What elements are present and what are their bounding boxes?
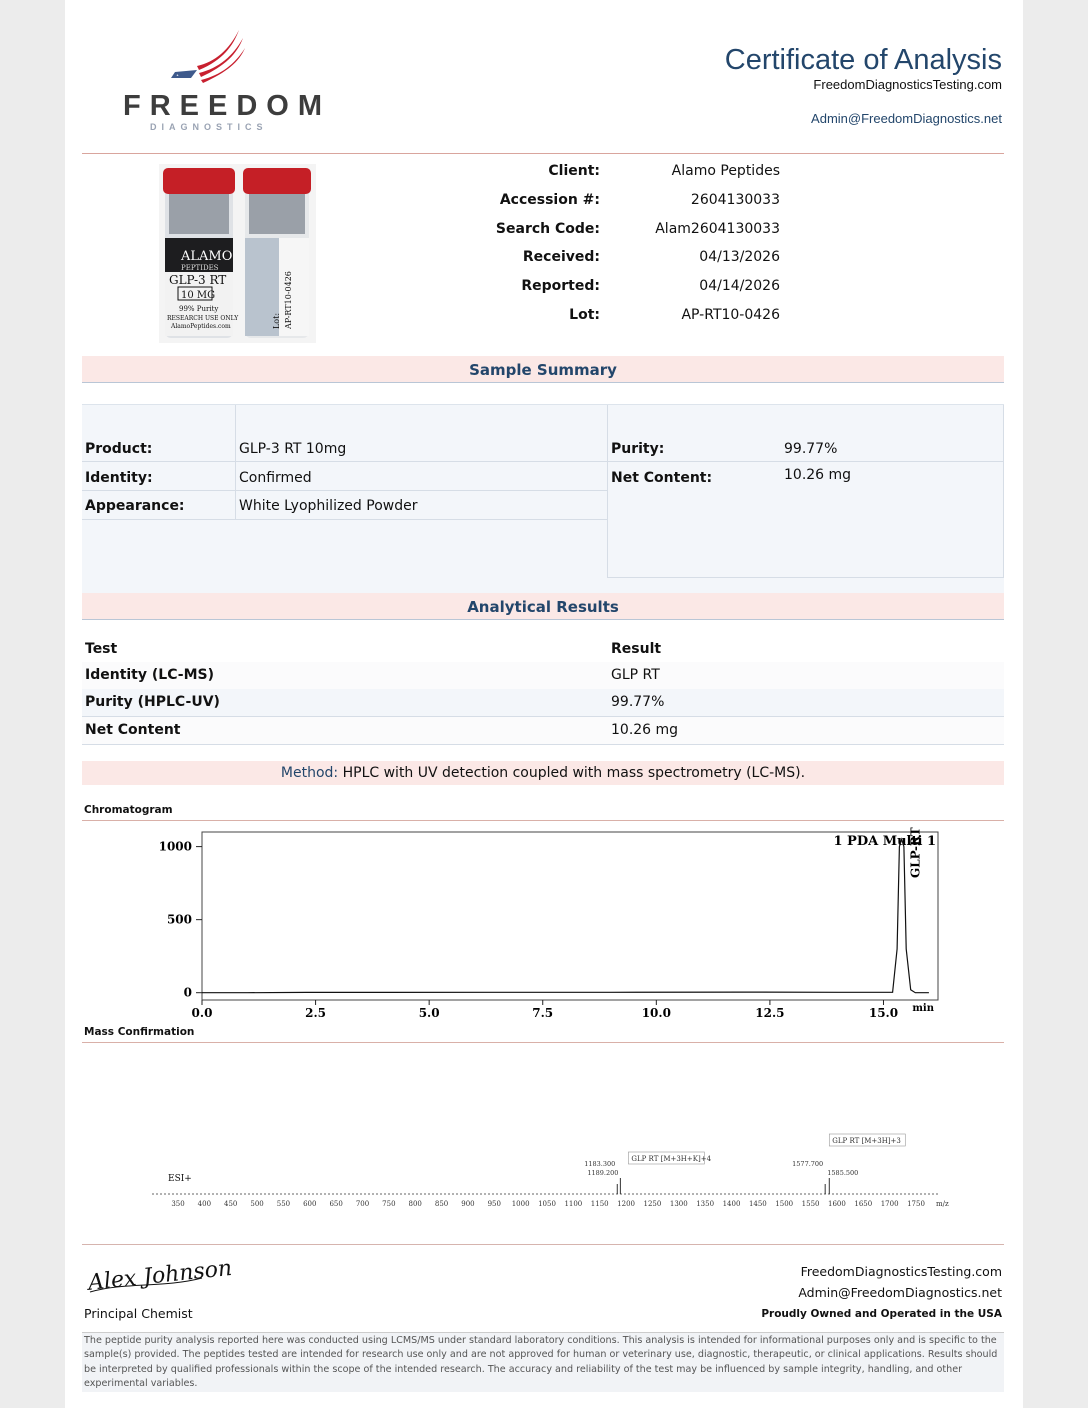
logo-subtitle: DIAGNOSTICS bbox=[150, 122, 268, 132]
mass-tick-label: m/z bbox=[936, 1200, 949, 1208]
mass-tick-label: 950 bbox=[487, 1200, 501, 1208]
signature-script: Alex Johnson bbox=[86, 1255, 234, 1296]
summary-row-line bbox=[607, 461, 1004, 462]
sample-summary-heading: Sample Summary bbox=[82, 356, 1004, 383]
footer-divider bbox=[82, 1244, 1004, 1245]
x-tick-label: 10.0 bbox=[641, 1006, 671, 1020]
disclaimer-text: The peptide purity analysis reported here was conducted using LCMS/MS under standard laboratory conditions. This analysis is intended for informational purposes only and is specific to the sample(s) provided. The peptides tested are intended for research use only and are not approved for human or veterinary use, diagnostic, therapeutic, or clinical applications. Results should be interpreted by qualified professionals within the scope of the intended research. The accuracy and reliability of the test may be influenced by sample integrity, handling, and other experimental variables. bbox=[82, 1332, 1004, 1392]
reported-value: 04/14/2026 bbox=[699, 278, 780, 294]
ionization-label: ESI+ bbox=[168, 1174, 192, 1184]
mass-tick-label: 750 bbox=[382, 1200, 396, 1208]
y-tick-label: 500 bbox=[166, 912, 192, 927]
header-email-link[interactable]: Admin@FreedomDiagnostics.net bbox=[811, 111, 1002, 126]
vial-purity: 99% Purity bbox=[179, 305, 219, 313]
mass-confirmation-title: Mass Confirmation bbox=[84, 1026, 195, 1038]
summary-row-line bbox=[82, 519, 607, 520]
appearance-label: Appearance: bbox=[85, 498, 185, 514]
received-row bbox=[480, 249, 780, 273]
test-result: 99.77% bbox=[611, 694, 665, 710]
x-tick-label: 0.0 bbox=[191, 1006, 213, 1020]
header-website-link[interactable]: FreedomDiagnosticsTesting.com bbox=[813, 77, 1002, 92]
product-value: GLP-3 RT 10mg bbox=[239, 441, 347, 457]
y-tick-label: 0 bbox=[183, 985, 192, 1000]
chromatogram-trace bbox=[202, 839, 929, 992]
table-row bbox=[82, 689, 1004, 717]
footer-website-link[interactable]: FreedomDiagnosticsTesting.com bbox=[800, 1264, 1002, 1279]
mass-tick-label: 1200 bbox=[617, 1200, 635, 1208]
x-tick-label: 5.0 bbox=[418, 1006, 440, 1020]
lot-label: Lot: bbox=[569, 307, 600, 323]
summary-col-divider bbox=[235, 405, 236, 520]
vial-product-name: GLP-3 RT bbox=[169, 273, 227, 287]
client-label: Client: bbox=[548, 163, 600, 179]
chromatogram-divider bbox=[82, 820, 1004, 821]
accession-label: Accession #: bbox=[499, 192, 600, 208]
test-name: Purity (HPLC-UV) bbox=[85, 694, 220, 710]
vial-lot-label: Lot: bbox=[272, 312, 281, 329]
appearance-value: White Lyophilized Powder bbox=[239, 498, 418, 514]
mass-tick-label: 1750 bbox=[907, 1200, 925, 1208]
mass-tick-label: 1350 bbox=[696, 1200, 715, 1208]
search-code-row bbox=[480, 221, 780, 245]
x-tick-label: 12.5 bbox=[755, 1006, 785, 1020]
mass-tick-label: 1550 bbox=[801, 1200, 820, 1208]
footer-tagline: Proudly Owned and Operated in the USA bbox=[761, 1308, 1002, 1320]
x-tick-label: 2.5 bbox=[305, 1006, 327, 1020]
identity-value: Confirmed bbox=[239, 470, 312, 486]
product-label: Product: bbox=[85, 441, 153, 457]
test-column-header: Test bbox=[85, 641, 118, 657]
test-name: Net Content bbox=[85, 722, 181, 738]
certificate-content bbox=[82, 16, 1004, 1392]
flag-wing-icon bbox=[167, 26, 247, 82]
vial-site: AlamoPeptides.com bbox=[171, 323, 231, 330]
signer-role: Principal Chemist bbox=[84, 1306, 193, 1321]
chromatogram-title: Chromatogram bbox=[84, 804, 173, 816]
logo-wordmark: FREEDOM bbox=[123, 90, 331, 122]
mass-tick-label: 450 bbox=[224, 1200, 238, 1208]
accession-row bbox=[480, 192, 780, 216]
summary-row-line bbox=[82, 461, 607, 462]
mass-tick-label: 1650 bbox=[854, 1200, 873, 1208]
mass-divider bbox=[82, 1042, 1004, 1043]
result-column-header: Result bbox=[611, 641, 662, 657]
mass-spectrum-chart bbox=[82, 1046, 1004, 1226]
mass-tick-label: 500 bbox=[250, 1200, 264, 1208]
x-axis-label: min bbox=[912, 1003, 934, 1014]
mass-peak-value: 1577.700 bbox=[792, 1160, 824, 1168]
mass-tick-label: 1150 bbox=[590, 1200, 609, 1208]
method-text: HPLC with UV detection coupled with mass spectrometry (LC-MS). bbox=[342, 765, 806, 781]
legend-label: 1 PDA Multi 1 bbox=[833, 834, 936, 849]
method-label: Method: bbox=[280, 765, 339, 781]
table-row bbox=[82, 717, 1004, 745]
net-content-value: 10.26 mg bbox=[784, 467, 852, 483]
purity-value: 99.77% bbox=[784, 441, 838, 457]
lot-row bbox=[480, 307, 780, 331]
peak-label: GLP-RT bbox=[908, 827, 923, 878]
mass-tick-label: 350 bbox=[171, 1200, 185, 1208]
summary-mid-divider bbox=[607, 405, 608, 577]
received-label: Received: bbox=[522, 249, 600, 265]
purity-label: Purity: bbox=[611, 441, 665, 457]
mass-annotation: GLP RT [M+3H+K]+4 bbox=[631, 1155, 712, 1163]
mass-tick-label: 1500 bbox=[775, 1200, 794, 1208]
y-tick-label: 1000 bbox=[158, 839, 192, 854]
vial-brand: ALAMO bbox=[181, 249, 233, 264]
lot-value: AP-RT10-0426 bbox=[681, 307, 780, 323]
mass-peak-value: 1189.200 bbox=[587, 1169, 619, 1177]
mass-tick-label: 400 bbox=[197, 1200, 212, 1208]
certificate-page bbox=[65, 0, 1023, 1408]
test-result: 10.26 mg bbox=[611, 722, 679, 738]
table-row bbox=[82, 662, 1004, 690]
mass-peak-value: 1183.300 bbox=[584, 1160, 616, 1168]
test-result: GLP RT bbox=[611, 667, 660, 683]
mass-tick-label: 1300 bbox=[669, 1200, 688, 1208]
vial-use: RESEARCH USE ONLY bbox=[167, 315, 239, 322]
mass-tick-label: 1450 bbox=[748, 1200, 767, 1208]
mass-tick-label: 1600 bbox=[828, 1200, 846, 1208]
signature-image bbox=[84, 1248, 234, 1302]
mass-annotation: GLP RT [M+3H]+3 bbox=[832, 1137, 901, 1145]
plot-frame bbox=[202, 832, 938, 1000]
mass-tick-label: 1050 bbox=[538, 1200, 556, 1208]
mass-tick-label: 600 bbox=[303, 1200, 317, 1208]
search-code-label: Search Code: bbox=[495, 221, 600, 237]
mass-tick-label: 800 bbox=[408, 1200, 422, 1208]
client-row bbox=[480, 163, 780, 187]
mass-tick-label: 1250 bbox=[643, 1200, 662, 1208]
mass-tick-label: 900 bbox=[461, 1200, 475, 1208]
mass-peak-value: 1585.500 bbox=[827, 1169, 859, 1177]
identity-label: Identity: bbox=[85, 470, 153, 486]
mass-tick-label: 1000 bbox=[511, 1200, 530, 1208]
summary-row-line bbox=[82, 490, 607, 491]
vial-lot-number: AP-RT10-0426 bbox=[284, 271, 293, 329]
mass-tick-label: 550 bbox=[276, 1200, 291, 1208]
mass-tick-label: 850 bbox=[434, 1200, 449, 1208]
document-title: Certificate of Analysis bbox=[724, 44, 1002, 76]
header-divider bbox=[82, 153, 1004, 154]
test-name: Identity (LC-MS) bbox=[85, 667, 215, 683]
reported-row bbox=[480, 278, 780, 302]
search-code-value: Alam2604130033 bbox=[655, 221, 780, 237]
chromatogram-chart bbox=[82, 822, 1004, 1022]
mass-tick-label: 1400 bbox=[722, 1200, 741, 1208]
x-tick-label: 7.5 bbox=[532, 1006, 554, 1020]
footer-email-link[interactable]: Admin@FreedomDiagnostics.net bbox=[798, 1285, 1002, 1300]
net-content-label: Net Content: bbox=[611, 470, 713, 486]
product-vial-photo bbox=[159, 164, 316, 343]
summary-right-border bbox=[1003, 405, 1004, 577]
received-value: 04/13/2026 bbox=[699, 249, 780, 265]
client-value: Alamo Peptides bbox=[671, 163, 780, 179]
method-band bbox=[82, 761, 1004, 785]
sample-summary-table bbox=[82, 404, 1004, 593]
reported-label: Reported: bbox=[521, 278, 600, 294]
mass-tick-label: 700 bbox=[355, 1200, 370, 1208]
analytical-results-heading: Analytical Results bbox=[82, 593, 1004, 620]
results-header-row bbox=[82, 636, 1004, 664]
mass-tick-label: 650 bbox=[329, 1200, 343, 1208]
mass-tick-label: 1700 bbox=[880, 1200, 899, 1208]
x-tick-label: 15.0 bbox=[868, 1006, 899, 1020]
mass-tick-label: 1100 bbox=[564, 1200, 583, 1208]
accession-value: 2604130033 bbox=[690, 192, 780, 208]
summary-right-bottom bbox=[607, 577, 1004, 578]
vial-dose: 10 MG bbox=[181, 290, 216, 301]
vial-brand-sub: PEPTIDES bbox=[181, 264, 219, 272]
